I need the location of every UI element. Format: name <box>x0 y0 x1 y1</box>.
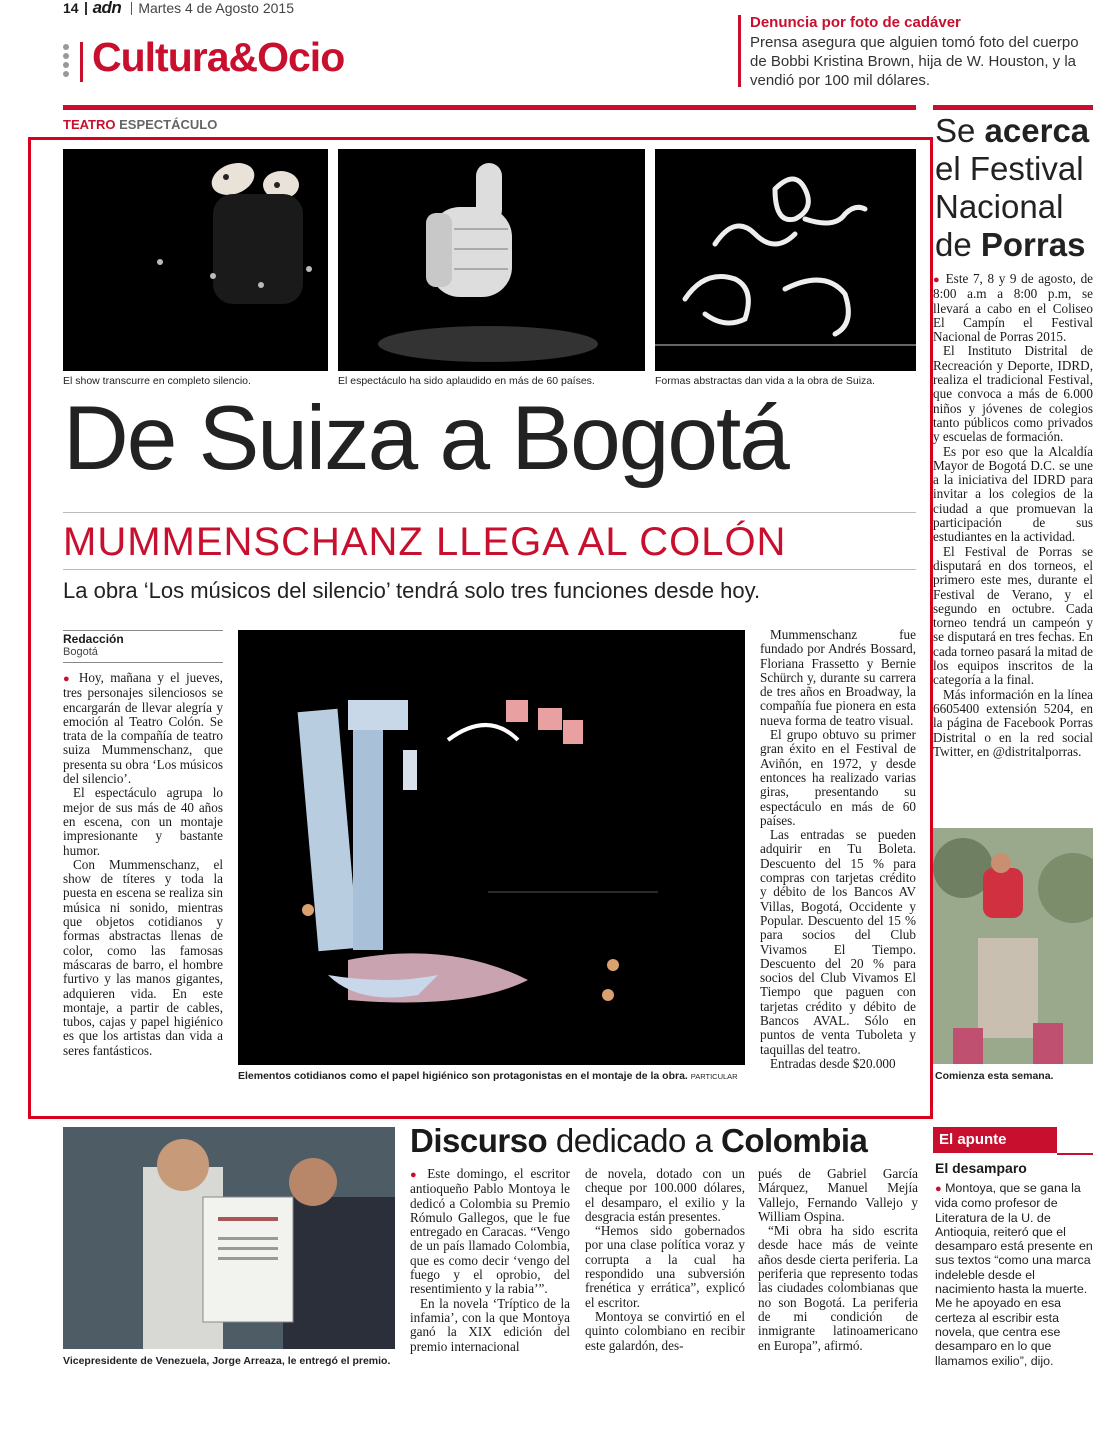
apunte-rule <box>1057 1153 1093 1155</box>
headline-rule <box>63 512 916 513</box>
paragraph: de novela, dotado con un cheque por 100.000 dólares, el desamparo, el exilio y la desgracia están presentes. <box>585 1166 745 1224</box>
paragraph: Las entradas se pueden adquirir en Tu Boleta. Descuento del 15 % para compras con tarjetas crédito y débito de los Bancos AV Villas, Bogotá, Occidente y Popular. Descuento del 15 % para socios del Club Vivamos El Tiempo. Descuento del 20 % para socios del Club Vivamos El Tiempo que paguen con tarjetas crédito y débito de Bancos AVAL. Sólo en puntos de venta Tuboleta y taquillas del teatro. <box>760 827 916 1057</box>
teaser-title: Denuncia por foto de cadáver <box>750 14 961 31</box>
teaser-bar <box>738 15 741 87</box>
apunte-label: El apunte <box>933 1127 1057 1153</box>
paragraph: El grupo obtuvo su primer gran éxito en el Festival de Aviñón, en 1972, y desde entonces ha realizado varias giras, presentando su espectáculo en más de 60 países. <box>760 727 916 828</box>
main-photo <box>238 630 745 1065</box>
sidebar-photo-caption: Comienza esta semana. <box>935 1070 1054 1082</box>
second-col-1 <box>410 1167 570 1354</box>
section-dots-icon <box>63 44 71 77</box>
paragraph: Más información en la línea 6605400 extensión 5204, en la página de Facebook Porras Distrital o en la red social Twitter, en @distritalporras. <box>933 686 1093 759</box>
apunte-text: ● Montoya, que se gana la vida como profesor de Literatura de la U. de Antioquia, reiteró que el desamparo está presente en sus textos “como una marca indeleble desde el nacimiento hasta la muerte. Me he apoyado en esa certeza al escribir esta novela, que centra ese desamparo en lo que llamamos exilio”, dijo. <box>935 1181 1093 1368</box>
deck: La obra ‘Los músicos del silencio’ tendrá solo tres funciones desde hoy. <box>63 578 761 603</box>
headline: De Suiza a Bogotá <box>63 388 788 489</box>
photo-masks <box>63 149 328 371</box>
left-column <box>63 671 223 1058</box>
teaser-text: Prensa asegura que alguien tomó foto del cuerpo de Bobbi Kristina Brown, hija de W. Houston, y la vendió por 100 mil dólares. <box>750 34 1079 89</box>
sidebar-text <box>933 272 1093 759</box>
paragraph: El Festival de Porras se disputará en dos torneos, el primero este mes, durante el Festival de Verano, y el segundo en octubre. Cada torneo tendrá un campeón y se disputará en tres fechas. En cada torneo pasará la mitad de los equipos inscritos de la categoría a la final. <box>933 543 1094 688</box>
bullet-icon: ● <box>410 1169 421 1181</box>
paragraph: El Instituto Distrital de Recreación y Deporte, IDRD, realiza el tradicional Festival, que convoca a más de 6.000 niños y jóvenes de colegios tanto públicos como privados y escuelas de formación. <box>933 343 1093 445</box>
photo-caption-2: El espectáculo ha sido aplaudido en más de 60 países. <box>338 375 595 387</box>
bullet-icon: ● <box>63 673 73 685</box>
header-rule-right <box>933 105 1093 110</box>
byline-name: Redacción <box>63 632 124 646</box>
paragraph: ● Este 7, 8 y 9 de agosto, de 8:00 a.m a 8:00 p.m, se llevará a cabo en el Coliseo El Campín el Festival Nacional de Porras 2015. <box>933 271 1094 345</box>
paragraph: Montoya se convirtió en el quinto colombiano en recibir este galardón, des- <box>585 1308 745 1353</box>
section-title: Cultura&Ocio <box>92 34 345 80</box>
paragraph: pués de Gabriel García Márquez, Manuel Mejía Vallejo, Fernando Vallejo y William Ospina. <box>758 1166 918 1224</box>
subheadline: MUMMENSCHANZ LLEGA AL COLÓN <box>63 520 787 564</box>
brand-logo: adn <box>92 0 122 17</box>
page-number: 14 <box>63 0 79 16</box>
section-divider <box>80 42 83 82</box>
bullet-icon: ● <box>935 1183 942 1195</box>
paragraph: ● Hoy, mañana y el jueves, tres personajes silenciosos se encargarán de llevar alegría y emoción al Teatro Colón. Se trata de la compañía de teatro suiza Mummenschanz, que presenta su obra ‘Los músicos del silencio’. <box>63 670 223 787</box>
paragraph: Entradas desde $20.000 <box>770 1055 896 1071</box>
paragraph: Es por eso que la Alcaldía Mayor de Bogotá D.C. se une a la iniciativa del IDRD para invitar a los colegios de la ciudad a que promuevan la participación de sus estudiantes en la actividad. <box>933 443 1093 545</box>
sidebar-photo <box>933 828 1093 1064</box>
second-col-2 <box>585 1167 745 1353</box>
photo-abstract <box>655 149 916 371</box>
photo-hand <box>338 149 645 371</box>
photo-credit: PARTICULAR <box>690 1072 738 1081</box>
kicker <box>63 117 217 132</box>
apunte-title: El desamparo <box>935 1160 1027 1176</box>
paragraph: Mummenschanz fue fundado por Andrés Bossard, Floriana Frassetto y Bernie Schürch y, durante su carrera de tres años en Broadway, la compañía fue pionera en esta nueva forma de teatro visual. <box>760 627 916 728</box>
paragraph: En la novela ‘Tríptico de la infamia’, con la que Montoya ganó la XIX edición del premio internacional <box>410 1295 570 1354</box>
paragraph: ● Este domingo, el escritor antioqueño Pablo Montoya le dedicó a Colombia su Premio Rómulo Gallegos, que le fue entregado en Caracas. “Vengo de un país llamado Colombia, que es como decir ‘vengo del fuego y el oprobio, del resentimiento y la rabia’”. <box>410 1166 570 1297</box>
paragraph: “Hemos sido gobernados por una clase política voraz y corrupta a la cual ha respondido una subversión frenética y errática”, explicó el escritor. <box>585 1223 745 1310</box>
second-col-3 <box>758 1167 918 1353</box>
byline-rule-bottom <box>63 662 223 663</box>
byline-rule <box>63 630 223 631</box>
sidebar-headline: Se acerca el Festival Nacional de Porras <box>935 112 1090 263</box>
header-rule <box>63 105 916 110</box>
paragraph: El espectáculo agrupa lo mejor de sus más de 40 años en escena, con un montaje impresionante y bastante humor. <box>63 785 223 858</box>
bullet-icon: ● <box>933 274 941 286</box>
second-headline: Discurso dedicado a Colombia <box>410 1122 868 1159</box>
main-photo-caption: Elementos cotidianos como el papel higiénico son protagonistas en el montaje de la obra. PARTICULAR <box>238 1070 738 1082</box>
issue-date: Martes 4 de Agosto 2015 <box>138 0 294 16</box>
paragraph: Con Mummenschanz, el show de títeres y toda la puesta en escena se realiza sin música ni sonido, mientras que objetos cotidianos y formas abstractas llenas de color, como las famosas máscaras de barro, el hombre furtivo y las manos gigantes, adquieren vida. En este montaje, a partir de cables, tubos, cajas y papel higiénico es que los artistas dan vida a seres fantásticos. <box>63 856 223 1058</box>
page-folio <box>63 0 294 16</box>
paragraph: “Mi obra ha sido escrita desde hace más de veinte años desde cierta periferia. La periferia que represento todas las ciudades colombianas que no son Bogotá. La periferia de mi condición de inmigrante latinoamericano en Europa”, afirmó. <box>758 1223 918 1353</box>
kicker-rest: ESPECTÁCULO <box>119 117 218 132</box>
subheadline-rule <box>63 569 916 570</box>
kicker-strong: TEATRO <box>63 117 116 132</box>
photo-caption-1: El show transcurre en completo silencio. <box>63 375 251 387</box>
second-photo-caption: Vicepresidente de Venezuela, Jorge Arreaza, le entregó el premio. <box>63 1355 391 1367</box>
photo-caption-3: Formas abstractas dan vida a la obra de Suiza. <box>655 375 876 387</box>
right-column <box>760 628 916 1071</box>
byline-place: Bogotá <box>63 646 98 658</box>
second-photo <box>63 1127 395 1349</box>
